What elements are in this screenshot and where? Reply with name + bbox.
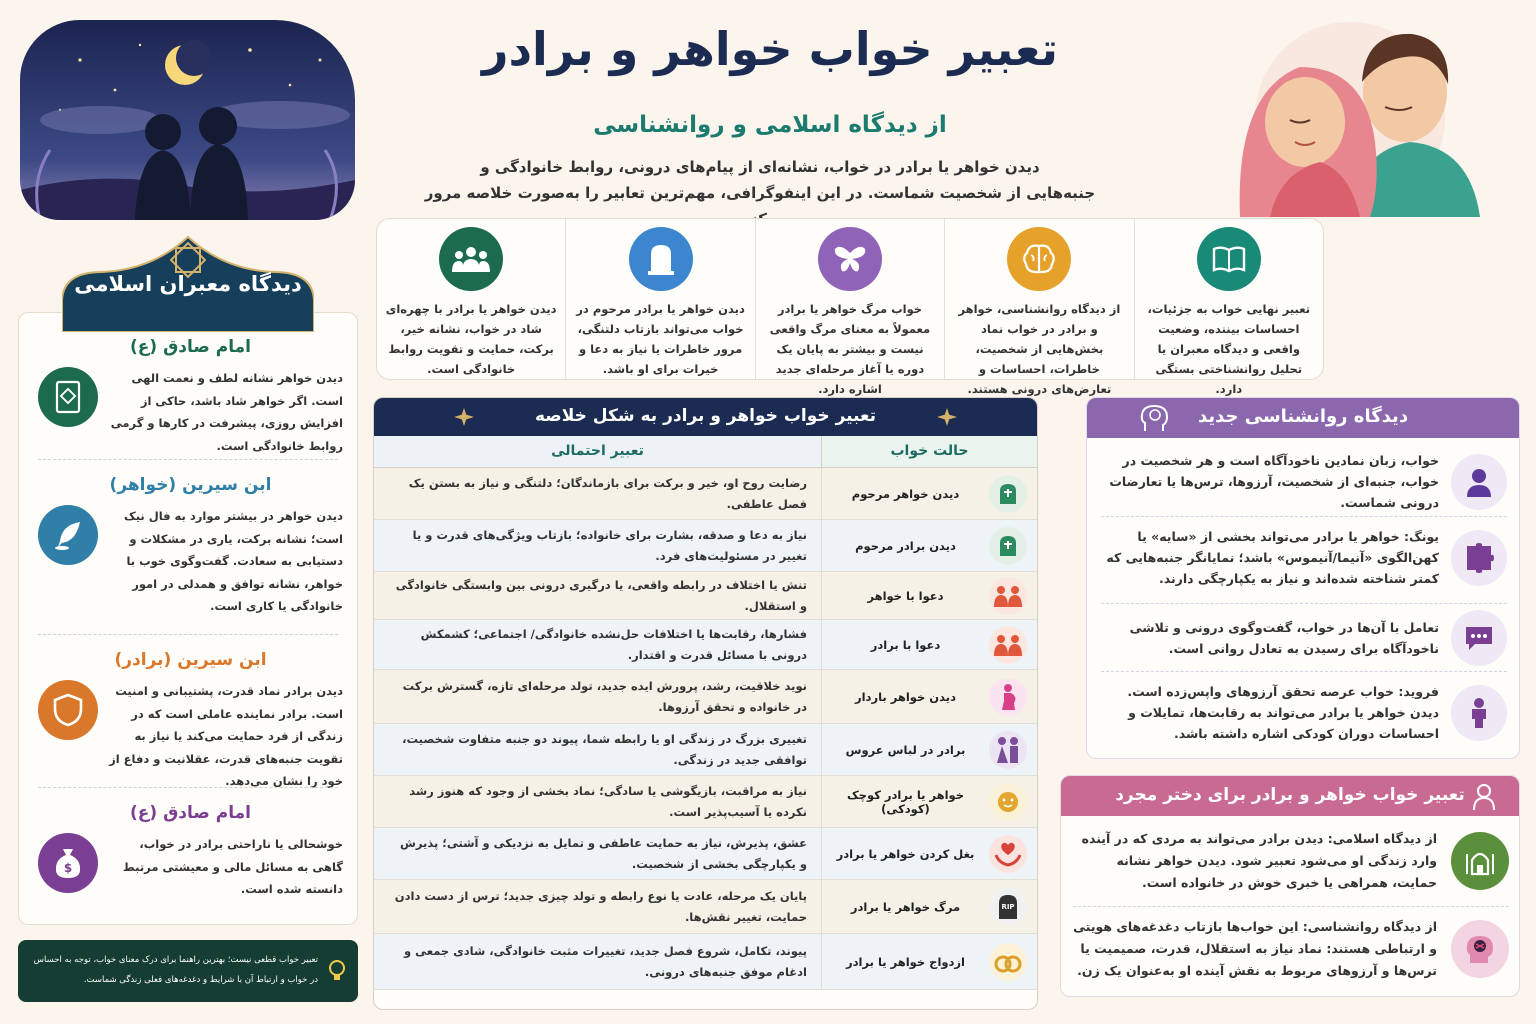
table-cell-state — [821, 670, 1037, 723]
meaning-text: پیوند، تکامل، شروع فصل جدید، تغییرات مثبت خانوادگی، شادی جمعی و ادغام موفق جنبه‌های درونی. — [403, 943, 807, 979]
section-heading: ابن سیرین (خواهر) — [109, 475, 272, 495]
person-icon — [1451, 454, 1507, 510]
table-row — [374, 724, 1037, 776]
rip-icon — [989, 888, 1027, 926]
summary-table-title: تعبیر خواب خواهر و برادر به شکل خلاصه — [534, 406, 876, 426]
psychology-item-text: فروید: خواب عرصه تحقق آرزوهای واپس‌زده است. دیدن خواهر یا برادر می‌تواند به رقابت‌ها، تمایلات و احساسات دوران کودکی اشاره داشته باشد. — [1127, 684, 1439, 741]
intro-line: جنبه‌هایی از شخصیت شماست. در این اینفوگرافی، مهم‌ترین تعابیر را به‌صورت خلاصه مرور — [424, 184, 1096, 202]
table-cell-meaning — [374, 776, 821, 827]
butterfly-icon — [818, 227, 882, 291]
section-divider — [38, 459, 338, 460]
item-divider — [1101, 516, 1507, 517]
psychology-item-text: تعامل با آن‌ها در خواب، گفت‌وگوی درونی و تلاشی ناخودآگاه برای رسیدن به تعادل روانی است. — [1129, 620, 1439, 656]
table-cell-meaning — [374, 934, 821, 989]
table-cell-state — [821, 572, 1037, 619]
key-point-card — [377, 219, 565, 379]
mosque-icon — [1451, 832, 1509, 890]
heart-hands-icon — [989, 835, 1027, 873]
child-icon — [989, 783, 1027, 821]
section-divider — [38, 634, 338, 635]
key-point-text: دیدن خواهر یا برادر مرحوم در خواب می‌تواند بازتاب دلتنگی، مرور خاطرات یا نیاز به دعا و خیرات برای او باشد. — [576, 302, 745, 376]
money-bag-icon — [38, 833, 98, 893]
chat-icon — [1451, 610, 1507, 666]
single-girl-panel-title: تعبیر خواب خواهر و برادر برای دختر مجرد — [1115, 785, 1465, 805]
pregnant-icon — [989, 678, 1027, 716]
lightbulb-icon — [326, 958, 348, 984]
table-cell-state — [821, 724, 1037, 775]
table-cell-meaning — [374, 724, 821, 775]
meaning-text: نیاز به دعا و صدقه، بشارت برای خانواده؛ بازتاب ویژگی‌های قدرت و یا تغییر در مسئولیت‌های فرد. — [412, 527, 807, 563]
item-divider — [1101, 671, 1507, 672]
svg-text:RIP: RIP — [1001, 902, 1015, 911]
state-label: خواهر یا برادر کوچک (کودکی) — [846, 787, 965, 816]
state-label: دیدن برادر مرحوم — [855, 538, 956, 553]
islamic-interpreters-panel — [18, 232, 358, 927]
rings-icon — [989, 943, 1027, 981]
section-heading: ابن سیرین (برادر) — [114, 650, 267, 670]
item-divider — [1101, 603, 1507, 604]
gravestone-icon — [629, 227, 693, 291]
table-row — [374, 468, 1037, 520]
section-text: دیدن برادر نماد قدرت، پشتیبانی و امنیت است. برادر نماینده عاملی است که در زندگی از فرد حمایت می‌کند یا نیاز به تقویت جنبه‌های قدرت، عقلانیت و دفاع از خود را نشان می‌دهد. — [109, 684, 343, 788]
key-point-text: دیدن خواهر یا برادر با چهره‌ای شاد در خواب، نشانه خیر، برکت، حمایت و تقویت روابط خانوادگی است. — [385, 302, 557, 376]
psychology-panel-header — [1087, 398, 1519, 438]
page-subtitle: از دیدگاه اسلامی و روانشناسی — [593, 112, 947, 138]
key-point-text: خواب مرگ خواهر یا برادر معمولاً به معنای مرگ واقعی نیست و بیشتر به پایان یک دوره یا آغاز مرحله‌ای جدید اشاره دارد. — [769, 302, 931, 396]
tip-text: تعبیر خواب قطعی نیست؛ بهترین راهنما برای درک معنای خواب، توجه به احساس در خواب و ارتباط آن با شرایط و دغدغه‌های فعلی زندگی شماست. — [33, 955, 318, 985]
table-column-headers — [374, 436, 1037, 468]
summary-table-header — [374, 398, 1037, 436]
psychology-item — [1101, 610, 1507, 666]
section-text: دیدن خواهر در بیشتر موارد به فال نیک است؛ نشانه برکت، یاری در مشکلات و دستیابی به سعادت. گفت‌وگوی خوب با خواهر، نشانه توافق و همدلی در امور خانوادگی یا کاری است. — [123, 509, 343, 613]
islamic-section — [38, 803, 343, 901]
islamic-panel-title: دیدگاه معبران اسلامی — [74, 272, 302, 296]
item-divider — [1073, 906, 1509, 907]
siblings-illustration — [1150, 12, 1520, 217]
table-cell-state — [821, 620, 1037, 669]
summary-table — [373, 397, 1038, 1010]
table-row — [374, 776, 1037, 828]
section-text: خوشحالی یا ناراحتی برادر در خواب، گاهی به مسائل مالی و معیشتی مرتبط دانسته شده است. — [122, 837, 343, 896]
table-cell-state — [821, 828, 1037, 879]
child-figure-icon — [1451, 685, 1507, 741]
tip-box — [18, 940, 358, 1002]
psychology-item-text: یونگ: خواهر یا برادر می‌تواند بخشی از «سایه» یا کهن‌الگوی «آنیما/آنیموس» باشد؛ نمایانگر جنبه‌هایی که کمتر شناخته شده‌اند و نیاز به یکپارچگی دارند. — [1106, 529, 1439, 586]
islamic-section — [38, 650, 343, 793]
head-mind-icon — [1451, 920, 1509, 978]
psychology-item — [1101, 681, 1507, 744]
state-label: دیدن خواهر باردار — [855, 689, 956, 704]
table-cell-meaning — [374, 520, 821, 571]
table-cell-meaning — [374, 880, 821, 933]
puzzle-icon — [1451, 530, 1507, 586]
islamic-section — [38, 475, 343, 618]
psychology-item — [1101, 526, 1507, 589]
tomb-icon — [989, 527, 1027, 565]
psychology-item-text: خواب، زبان نمادین ناخودآگاه است و هر شخصیت در خواب، جنبه‌ای از شخصیت، آرزوها، ترس‌ها یا تعارضات درونی شماست. — [1109, 453, 1439, 510]
section-heading: امام صادق (ع) — [130, 337, 251, 357]
table-cell-meaning — [374, 468, 821, 519]
meaning-text: نیاز به مراقبت، بازیگوشی یا سادگی؛ نماد بخشی از وجود که هنوز رشد نکرده یا آسیب‌پذیر است. — [409, 783, 807, 819]
state-label: بغل کردن خواهر یا برادر — [836, 846, 975, 861]
meaning-text: نوید خلاقیت، رشد، پرورش ایده جدید، تولد مرحله‌ای تازه، گسترش برکت در خانواده و تحقق آرزوها. — [402, 678, 807, 714]
conflict-icon — [989, 577, 1027, 615]
ornament-icon — [935, 406, 959, 428]
column-header-state: حالت خواب — [821, 436, 1037, 467]
single-girl-item — [1073, 828, 1509, 894]
table-cell-state — [821, 520, 1037, 571]
single-girl-item-text: از دیدگاه اسلامی: دیدن برادر می‌تواند به مردی که در آینده وارد زندگی او می‌شود تعبیر شود. دیدن خواهر نشانه حمایت، همراهی یا خبری خوش در خانواده است. — [1081, 831, 1437, 890]
islamic-section — [38, 337, 343, 457]
key-point-card — [944, 219, 1133, 396]
state-label: دیدن خواهر مرحوم — [851, 486, 960, 501]
meaning-text: تنش یا اختلاف در رابطه واقعی، یا درگیری درونی بین وابستگی خانوادگی و استقلال. — [395, 577, 807, 613]
brother-sister-hug-illustration — [1150, 12, 1520, 217]
psychology-panel-title: دیدگاه روانشناسی جدید — [1197, 406, 1409, 427]
intro-line: دیدن خواهر یا برادر در خواب، نشانه‌ای از پیام‌های درونی، روابط خانوادگی و — [480, 158, 1040, 176]
table-cell-state — [821, 934, 1037, 989]
key-point-text: تعبیر نهایی خواب به جزئیات، احساسات بیننده، وضعیت واقعی و دیدگاه معبران یا تحلیل روانشناختی بستگی دارد. — [1147, 302, 1311, 396]
ornament-icon — [452, 406, 476, 428]
woman-icon — [1471, 782, 1497, 810]
state-label: دعوا با خواهر — [867, 588, 944, 603]
table-row — [374, 620, 1037, 670]
meaning-text: پایان یک مرحله، عادت یا نوع رابطه و تولد چیزی جدید؛ ترس از دست دادن حمایت، تغییر نقش‌ها. — [394, 888, 807, 924]
state-label: مرگ خواهر یا برادر — [850, 899, 961, 914]
couple-icon — [989, 731, 1027, 769]
section-divider — [38, 787, 338, 788]
state-label: برادر در لباس عروس — [845, 742, 966, 757]
brain-icon — [1007, 227, 1071, 291]
tomb-icon — [989, 475, 1027, 513]
table-cell-meaning — [374, 620, 821, 669]
table-cell-state — [821, 468, 1037, 519]
quill-icon — [38, 505, 98, 565]
single-girl-panel-header — [1061, 776, 1519, 816]
table-body — [374, 468, 1037, 990]
state-label: دعوا با برادر — [870, 637, 941, 652]
shield-icon — [38, 680, 98, 740]
key-points-cards — [376, 218, 1324, 396]
family-icon — [439, 227, 503, 291]
book-icon — [1197, 227, 1261, 291]
table-row — [374, 572, 1037, 620]
key-point-card — [565, 219, 754, 379]
psychology-panel — [1086, 397, 1520, 759]
quran-icon — [38, 367, 98, 427]
table-row — [374, 520, 1037, 572]
column-header-meaning: تعبیر احتمالی — [374, 436, 821, 467]
siblings-night-illustration — [20, 20, 355, 220]
table-row — [374, 880, 1037, 934]
table-row — [374, 934, 1037, 990]
meaning-text: تغییری بزرگ در زندگی او یا رابطه شما، پیوند دو جنبه متفاوت شخصیت، توافقی جدید در زندگی. — [402, 731, 807, 767]
single-girl-item-text: از دیدگاه روانشناسی: این خواب‌ها بازتاب دغدغه‌های هویتی و ارتباطی هستند: نماد نیاز به استقلال، قدرت، صمیمیت یا ترس‌ها و آرزوهای مربوط به نقش آینده او به‌عنوان یک زن. — [1073, 919, 1437, 978]
single-girl-item — [1073, 916, 1509, 982]
key-point-card — [1134, 219, 1323, 396]
meaning-text: رضایت روح او، خیر و برکت برای بازماندگان؛ دلتنگی و نیاز به بستن یک فصل عاطفی. — [408, 475, 807, 511]
single-girl-panel — [1060, 775, 1520, 997]
section-text: دیدن خواهر نشانه لطف و نعمت الهی است. اگر خواهر شاد باشد، حاکی از افزایش روزی، پیشرفت در کارها و گرمی روابط خانوادگی است. — [110, 371, 343, 453]
table-cell-state — [821, 776, 1037, 827]
table-cell-meaning — [374, 670, 821, 723]
key-point-card — [755, 219, 944, 396]
conflict-icon — [989, 626, 1027, 664]
table-cell-state — [821, 880, 1037, 933]
table-row — [374, 828, 1037, 880]
svg-text:$: $ — [63, 861, 73, 875]
meaning-text: عشق، پذیرش، نیاز به حمایت عاطفی و تمایل به نزدیکی و آشتی؛ پذیرش و یکپارچگی بخشی از شخصیت. — [400, 835, 807, 871]
section-heading: امام صادق (ع) — [130, 803, 251, 823]
table-cell-meaning — [374, 828, 821, 879]
meaning-text: فشارها، رقابت‌ها یا اختلافات حل‌نشده خانوادگی/ اجتماعی؛ کشمکش درونی با مسائل قدرت و اقتدار. — [420, 626, 807, 662]
psychology-item — [1101, 450, 1507, 513]
brain-head-icon — [1139, 403, 1171, 433]
state-label: ازدواج خواهر یا برادر — [846, 954, 965, 969]
night-scene-illustration — [20, 20, 355, 220]
page-title: تعبیر خواب خواهر و برادر — [481, 22, 1059, 76]
table-row — [374, 670, 1037, 724]
key-point-text: از دیدگاه روانشناسی، خواهر و برادر در خواب نماد بخش‌هایی از شخصیت، خاطرات، احساسات و تعارض‌های درونی هستند. — [958, 302, 1121, 396]
table-cell-meaning — [374, 572, 821, 619]
